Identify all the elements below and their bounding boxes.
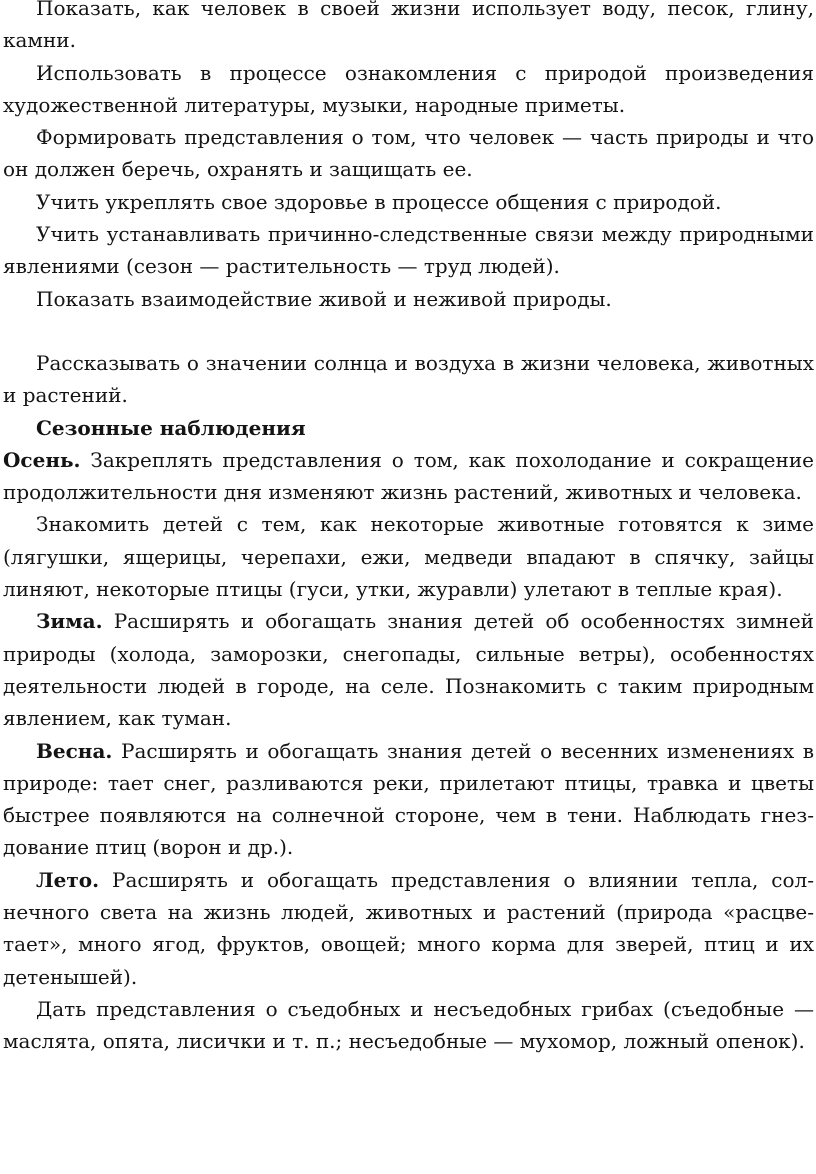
spring-text: Расширять и обогащать знания детей о весенних изменениях в природе: тает снег, разливаются реки, прилетают птицы, травка и цветы быстрее появляются на солнечной стороне, чем в тени. Наблюдать гнездование птиц (ворон и др.). [3, 738, 814, 860]
winter-text: Расширять и обогащать знания детей об особенностях зимней природы (холода, заморозки, снегопады, сильные ветры), особенностях деятельности людей в городе, на селе. Познакомить с таким природным явлением, как туман. [3, 609, 814, 731]
paragraph-spring [3, 735, 814, 864]
paragraph-human-nature: Формировать представления о том, что человек — часть природы и что он должен беречь, охранять и защищать ее. [3, 125, 814, 182]
spring-label: Весна. [36, 738, 113, 763]
summer-label: Лето. [36, 867, 100, 892]
paragraph-sun-air: Рассказывать о значении солнца и воздуха в жизни человека, животных и растений. [3, 350, 814, 408]
paragraph-cause-effect: Учить устанавливать причинно-следственные связи между природными явлениями (сезон — растительность — труд людей). [3, 222, 814, 279]
paragraph-health: Учить укреплять свое здоровье в процессе общения с природой. [36, 189, 722, 214]
paragraph-mushrooms: Дать представления о съедобных и несъедобных грибах (съедобные — маслята, опята, лисички и т. п.; несъедобные — мухомор, ложный опенок). [3, 996, 814, 1054]
autumn-text: Закреплять представления о том, как похолодание и сокращение продолжительности дня изменяют жизнь растений, животных и человека. [3, 447, 814, 505]
winter-label: Зима. [36, 609, 103, 634]
summer-text: Расширять и обогащать представления о влиянии тепла, солнечного света на жизнь людей, животных и растений (природа «расцветает», много ягод, фруктов, овощей; много корма для зверей, птиц и их детенышей). [3, 867, 814, 989]
paragraph-living-nonliving: Показать взаимодействие живой и неживой природы. [36, 286, 612, 311]
paragraph-autumn [3, 444, 814, 509]
paragraph-literature: Использовать в процессе ознакомления с природой произведения художественной литературы, музыки, народные приметы. [3, 60, 814, 117]
autumn-label: Осень. [3, 447, 81, 472]
paragraph-winter [3, 605, 814, 734]
paragraph-animals-winter: Знакомить детей с тем, как некоторые животные готовятся к зиме (лягушки, ящерицы, черепахи, ежи, медведи впадают в спячку, зайцы линяют, некоторые птицы (гуси, утки, журавли) улетают в теплые края). [3, 512, 814, 602]
paragraph-summer [3, 864, 814, 993]
section-heading: Сезонные наблюдения [36, 415, 306, 440]
paragraph-water-sand: Показать, как человек в своей жизни использует воду, песок, глину, камни. [3, 0, 814, 53]
